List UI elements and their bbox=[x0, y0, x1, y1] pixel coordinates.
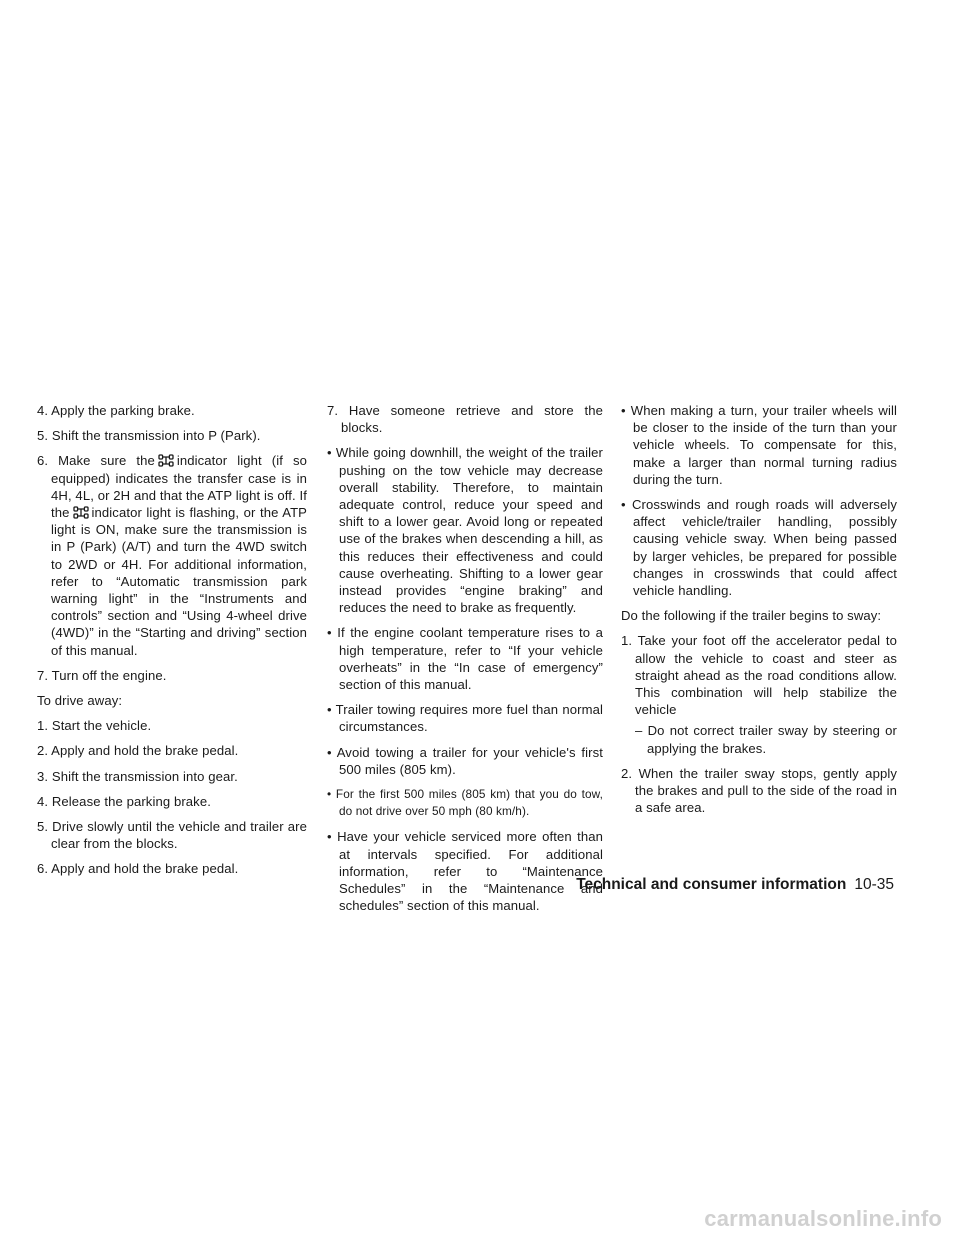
column-left bbox=[37, 402, 307, 886]
step-retrieve-blocks: 7. Have someone retrieve and store the blocks. bbox=[327, 403, 603, 436]
bullet-first-500: • Avoid towing a trailer for your vehicle's first 500 miles (805 km). bbox=[327, 744, 603, 777]
four-wheel-drive-indicator-icon bbox=[73, 506, 89, 519]
footer-section-title: Technical and consumer information bbox=[576, 876, 847, 893]
column-right bbox=[621, 402, 897, 824]
bullet-fuel: • Trailer towing requires more fuel than normal circumstances. bbox=[327, 702, 603, 735]
footer-page-number: 10-35 bbox=[854, 876, 894, 893]
watermark: carmanualsonline.info bbox=[704, 1206, 942, 1231]
bullet-coolant: • If the engine coolant temperature rises to a high temperature, refer to “If your vehicle overheats” in the “In case of emergency” section of this manual. bbox=[327, 625, 603, 693]
subheading-sway: Do the following if the trailer begins to sway: bbox=[621, 608, 882, 624]
step-drive-slowly: 5. Drive slowly until the vehicle and trailer are clear from the blocks. bbox=[37, 819, 307, 852]
step-shift-gear: 3. Shift the transmission into gear. bbox=[37, 768, 238, 784]
step-apply-parking-brake: 4. Apply the parking brake. bbox=[37, 403, 195, 418]
step-foot-off-pedal: 1. Take your foot off the accelerator pedal to allow the vehicle to coast and steer as straight ahead as the road conditions allow. This combination will help stabilize the vehicle bbox=[621, 633, 897, 718]
bullet-downhill: • While going downhill, the weight of the trailer pushing on the tow vehicle may decrease overall stability. Therefore, to maintain adequate control, reduce your speed and shift to a lower gear. Avoid long or repeated use of the brakes when descending a hill, as this reduces their effectiveness and could cause overheating. Shifting to a lower gear instead provides “engine braking” and reduces the need to brake as frequently. bbox=[327, 445, 603, 616]
step-turn-off-engine: 7. Turn off the engine. bbox=[37, 667, 167, 683]
four-wheel-drive-indicator-icon bbox=[158, 454, 174, 467]
step-release-brake: 4. Release the parking brake. bbox=[37, 793, 211, 809]
step-start-vehicle: 1. Start the vehicle. bbox=[37, 718, 152, 734]
step-check-indicator bbox=[37, 452, 307, 658]
bullet-turning: • When making a turn, your trailer wheels will be closer to the inside of the turn than your vehicle wheels. To compensate for this, make a larger than normal turning radius during the turn. bbox=[621, 403, 897, 487]
bullet-service: • Have your vehicle serviced more often than at intervals specified. For additional information, refer to “Maintenance Schedules” in the “Maintenance and schedules” section of this manual. bbox=[327, 829, 603, 914]
step-hold-brake-again: 6. Apply and hold the brake pedal. bbox=[37, 861, 239, 877]
step-check-indicator-text-a: 6. Make sure the bbox=[37, 453, 155, 469]
step-check-indicator-text-b: indicator light (if so equipped) indicates the transfer case is in 4H, 4L, or 2H and that the ATP light is off. If the bbox=[51, 453, 307, 521]
column-middle bbox=[327, 402, 603, 922]
step-sway-stops: 2. When the trailer sway stops, gently apply the brakes and pull to the side of the road in a safe area. bbox=[621, 765, 897, 816]
step-hold-brake: 2. Apply and hold the brake pedal. bbox=[37, 743, 239, 759]
subheading-drive-away: To drive away: bbox=[37, 693, 123, 709]
bullet-crosswinds: • Crosswinds and rough roads will adversely affect vehicle/trailer handling, possibly causing vehicle sway. When being passed by larger vehicles, be prepared for possible changes in crosswinds that could affect vehicle handling. bbox=[621, 497, 897, 599]
page-footer bbox=[576, 876, 894, 894]
dash-no-correct-sway: – Do not correct trailer sway by steering or applying the brakes. bbox=[635, 723, 897, 756]
step-shift-park: 5. Shift the transmission into P (Park). bbox=[37, 428, 261, 444]
bullet-speed-limit: • For the first 500 miles (805 km) that you do tow, do not drive over 50 mph (80 km/h). bbox=[327, 787, 603, 819]
step-check-indicator-text-c: indicator light is flashing, or the ATP light is ON, make sure the transmission is in P (Park) (A/T) and turn the 4WD switch to 2WD or 4H. For additional information, refer to “Automatic transmission park warning light” in the “Instruments and controls” section and “Using 4-wheel drive (4WD)” in the “Starting and driving” section of this manual. bbox=[51, 505, 307, 658]
